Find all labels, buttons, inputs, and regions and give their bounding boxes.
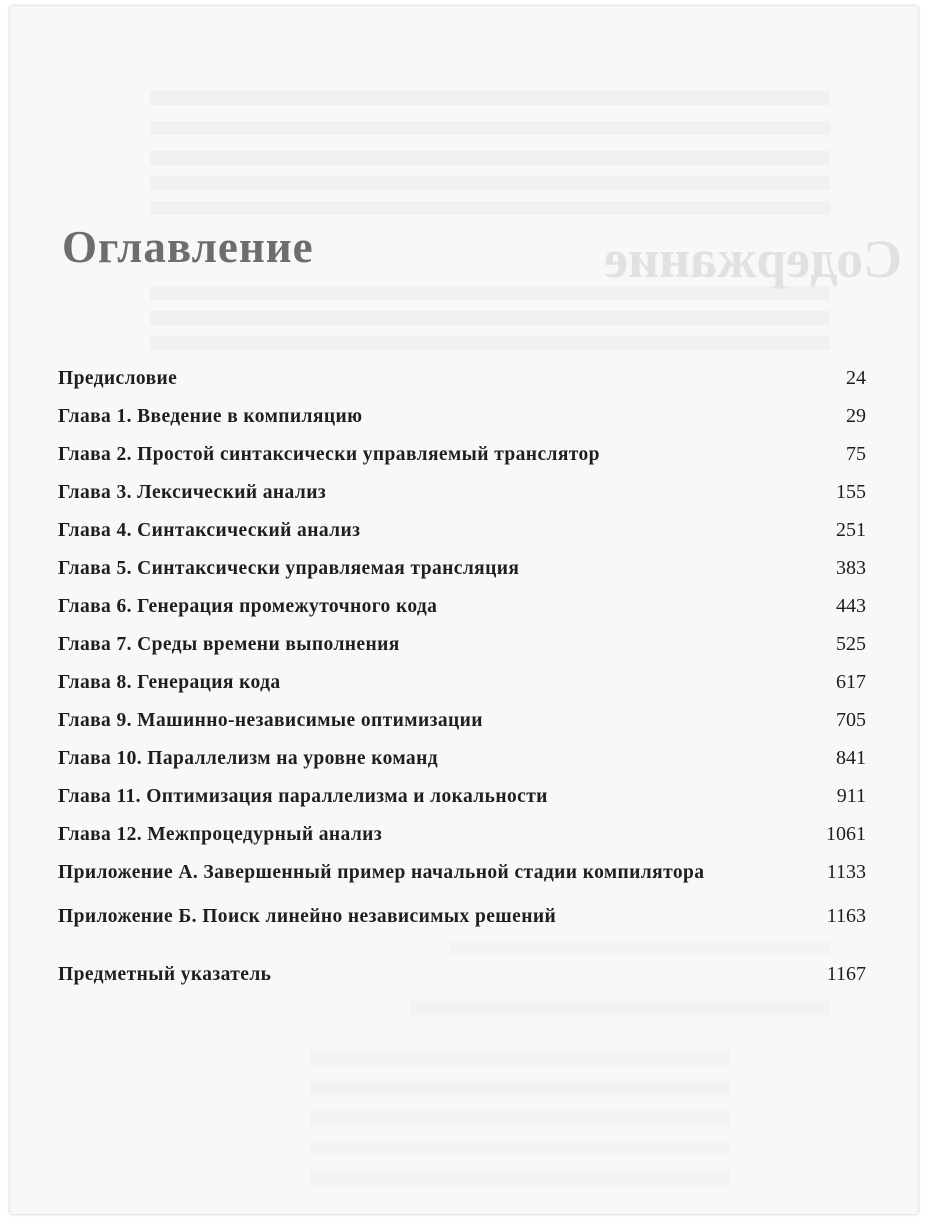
toc-entry [58,785,866,815]
toc-entry-title: Глава 6. Генерация промежуточного кода [58,596,438,617]
toc-entry [58,443,866,473]
toc-entry [58,557,866,587]
toc-entry-page: 617 [836,671,866,693]
toc-entry-page: 841 [836,747,866,769]
toc-entry [58,823,866,853]
toc-entry [58,481,866,511]
toc-entry-title: Приложение А. Завершенный пример начальной стадии компилятора [58,862,705,883]
toc-entry-title: Глава 4. Синтаксический анализ [58,520,361,541]
toc-entry-title: Приложение Б. Поиск линейно независимых решений [58,906,557,927]
toc-entry-page: 443 [836,595,866,617]
toc-entry-page: 1167 [826,963,866,985]
toc-entry [58,905,866,935]
toc-entry-page: 1133 [826,861,866,883]
toc-entry-page: 383 [836,557,866,579]
toc-entry [58,747,866,777]
toc-entry-page: 1163 [826,905,866,927]
toc-entry-title: Глава 11. Оптимизация параллелизма и локальности [58,786,548,807]
toc-entry-page: 911 [836,785,866,807]
toc-entry-title: Предисловие [58,368,178,389]
toc-entry-title: Глава 2. Простой синтаксически управляемый транслятор [58,444,600,465]
toc-entry-title: Глава 1. Введение в компиляцию [58,406,363,427]
toc-entry [58,633,866,663]
toc-entry-title: Глава 8. Генерация кода [58,672,281,693]
toc-entry-page: 251 [836,519,866,541]
toc-entry [58,519,866,549]
toc-entry [58,367,866,397]
toc-entry-page: 29 [846,405,866,427]
toc-entry-page: 155 [836,481,866,503]
toc-entry-page: 525 [836,633,866,655]
toc-entry [58,595,866,625]
page-title: Оглавление [62,222,314,272]
toc-entry [58,861,866,891]
toc-entry-title: Предметный указатель [58,964,272,985]
toc-entry-title: Глава 3. Лексический анализ [58,482,327,503]
toc-entry [58,671,866,701]
toc-entry [58,405,866,435]
toc-entry-title: Глава 7. Среды времени выполнения [58,634,400,655]
toc-entry-page: 75 [846,443,866,465]
toc-entry-page: 1061 [826,823,866,845]
bleed-through-title: Содержание [603,229,902,289]
book-page [10,6,918,1214]
toc-entry [58,709,866,739]
toc-entry-title: Глава 9. Машинно-независимые оптимизации [58,710,483,731]
toc-entry-title: Глава 5. Синтаксически управляемая трансляция [58,558,520,579]
toc-entry-page: 705 [836,709,866,731]
toc-entry-title: Глава 12. Межпроцедурный анализ [58,824,383,845]
toc-entry-title: Глава 10. Параллелизм на уровне команд [58,748,438,769]
toc-entry-page: 24 [846,367,866,389]
toc-entry [58,963,866,993]
